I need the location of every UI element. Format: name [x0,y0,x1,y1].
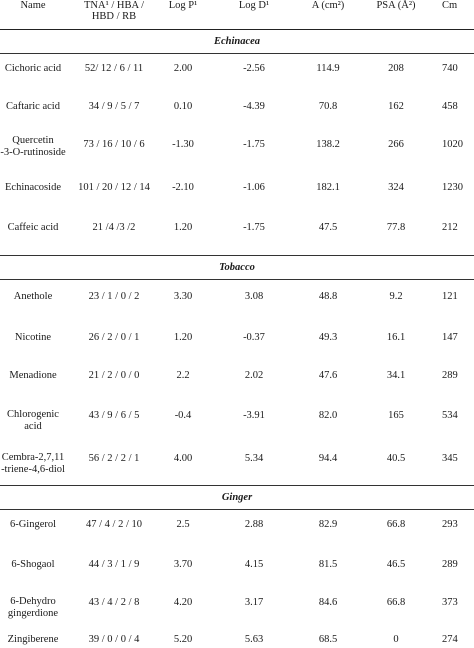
cm-value: 121 [442,291,458,302]
logp-value: 5.20 [173,634,193,645]
area-value: 94.4 [318,453,338,464]
section-rule [0,279,474,280]
logd-value: -1.75 [243,222,265,233]
header-psa: PSA (Å²) [376,0,416,11]
compound-name: 6-Shogaol [11,559,55,570]
area-value: 84.6 [318,597,338,608]
header-cm: Cm [442,0,458,11]
composition-value: 101 / 20 / 12 / 14 [78,182,150,193]
area-value: 47.5 [318,222,338,233]
composition-value: 47 / 4 / 2 / 10 [85,519,142,530]
psa-value: 165 [388,410,404,421]
area-value: 82.9 [318,519,338,530]
cm-value: 345 [442,453,458,464]
composition-value: 26 / 2 / 0 / 1 [88,332,140,343]
compound-name: Menadione [9,370,57,381]
area-value: 114.9 [316,63,340,74]
logp-value: 1.20 [173,332,193,343]
compound-name: Anethole [13,291,53,302]
table-header [0,0,474,24]
logd-value: -2.56 [243,63,265,74]
logp-value: 2.5 [176,519,190,530]
psa-value: 9.2 [389,291,403,302]
cm-value: 1020 [442,139,463,150]
psa-value: 16.1 [386,332,406,343]
cm-value: 212 [442,222,458,233]
header-logd: Log D¹ [238,0,270,11]
composition-value: 52/ 12 / 6 / 11 [84,63,144,74]
compound-name: Cichoric acid [4,63,62,74]
section-title-ginger: Ginger [221,492,253,503]
cm-value: 740 [442,63,458,74]
cm-value: 458 [442,101,458,112]
cm-value: 289 [442,559,458,570]
composition-value: 34 / 9 / 5 / 7 [88,101,140,112]
area-value: 138.2 [316,139,340,150]
composition-value: 23 / 1 / 0 / 2 [88,291,140,302]
logp-value: 0.10 [173,101,193,112]
logd-value: -4.39 [243,101,265,112]
logp-value: 3.70 [173,559,193,570]
logp-value: 3.30 [173,291,193,302]
cm-value: 534 [442,410,458,421]
logd-value: 2.02 [244,370,264,381]
header-area: A (cm²) [311,0,345,11]
area-value: 82.0 [318,410,338,421]
header-composition-line1: TNA¹ / HBA / [83,0,145,11]
header-logp: Log P¹ [168,0,198,11]
compound-name: 6-Dehydro gingerdione [7,596,59,619]
psa-value: 324 [388,182,404,193]
compound-name: Echinacoside [5,182,61,193]
psa-value: 0 [393,634,399,645]
cm-value: 373 [442,597,458,608]
logp-value: 1.20 [173,222,193,233]
logp-value: 2.00 [173,63,193,74]
header-composition [66,0,162,22]
header-name: Name [20,0,46,11]
psa-value: 77.8 [386,222,406,233]
section-rule [0,255,474,256]
section-rule [0,509,474,510]
compound-name: Caftaric acid [6,101,60,112]
area-value: 70.8 [318,101,338,112]
area-value: 68.5 [318,634,338,645]
psa-value: 66.8 [386,519,406,530]
logd-value: 5.63 [244,634,264,645]
compound-name: 6-Gingerol [9,519,57,530]
cm-value: 274 [442,634,458,645]
psa-value: 40.5 [386,453,406,464]
logp-value: -0.4 [174,410,192,421]
section-title-tobacco: Tobacco [219,262,255,273]
logd-value: 5.34 [244,453,264,464]
logd-value: -0.37 [243,332,265,343]
logp-value: 2.2 [176,370,190,381]
compound-name: Nicotine [14,332,52,343]
composition-value: 56 / 2 / 2 / 1 [88,453,140,464]
compound-name: Caffeic acid [7,222,59,233]
compound-name: Chlorogenic acid [7,409,59,432]
area-value: 47.6 [318,370,338,381]
composition-value: 73 / 16 / 10 / 6 [83,139,145,150]
composition-value: 21 / 2 / 0 / 0 [88,370,140,381]
composition-value: 43 / 9 / 6 / 5 [88,410,140,421]
logp-value: -2.10 [172,182,194,193]
composition-value: 39 / 0 / 0 / 4 [88,634,140,645]
psa-value: 266 [388,139,404,150]
cm-value: 293 [442,519,458,530]
cm-value: 1230 [442,182,463,193]
psa-value: 34.1 [386,370,406,381]
section-title-echinacea: Echinacea [213,36,261,47]
composition-value: 21 /4 /3 /2 [92,222,136,233]
compound-name: Zingiberene [7,634,59,645]
composition-value: 43 / 4 / 2 / 8 [88,597,140,608]
compound-name: Quercetin -3-O-rutinoside [0,135,66,158]
logd-value: 4.15 [244,559,264,570]
section-rule [0,53,474,54]
compound-name: Cembra-2,7,11 -triene-4,6-diol [1,452,65,475]
cm-value: 147 [442,332,458,343]
logp-value: 4.20 [173,597,193,608]
cm-value: 289 [442,370,458,381]
area-value: 182.1 [316,182,340,193]
logd-value: 3.08 [244,291,264,302]
logd-value: 3.17 [244,597,264,608]
logp-value: 4.00 [173,453,193,464]
header-composition-line2: HBD / RB [91,11,137,22]
header-rule [0,29,474,30]
psa-value: 46.5 [386,559,406,570]
psa-value: 66.8 [386,597,406,608]
area-value: 48.8 [318,291,338,302]
logp-value: -1.30 [172,139,194,150]
logd-value: 2.88 [244,519,264,530]
logd-value: -3.91 [243,410,265,421]
psa-value: 208 [388,63,404,74]
psa-value: 162 [388,101,404,112]
area-value: 49.3 [318,332,338,343]
composition-value: 44 / 3 / 1 / 9 [88,559,140,570]
area-value: 81.5 [318,559,338,570]
logd-value: -1.75 [243,139,265,150]
logd-value: -1.06 [243,182,265,193]
section-rule [0,485,474,486]
